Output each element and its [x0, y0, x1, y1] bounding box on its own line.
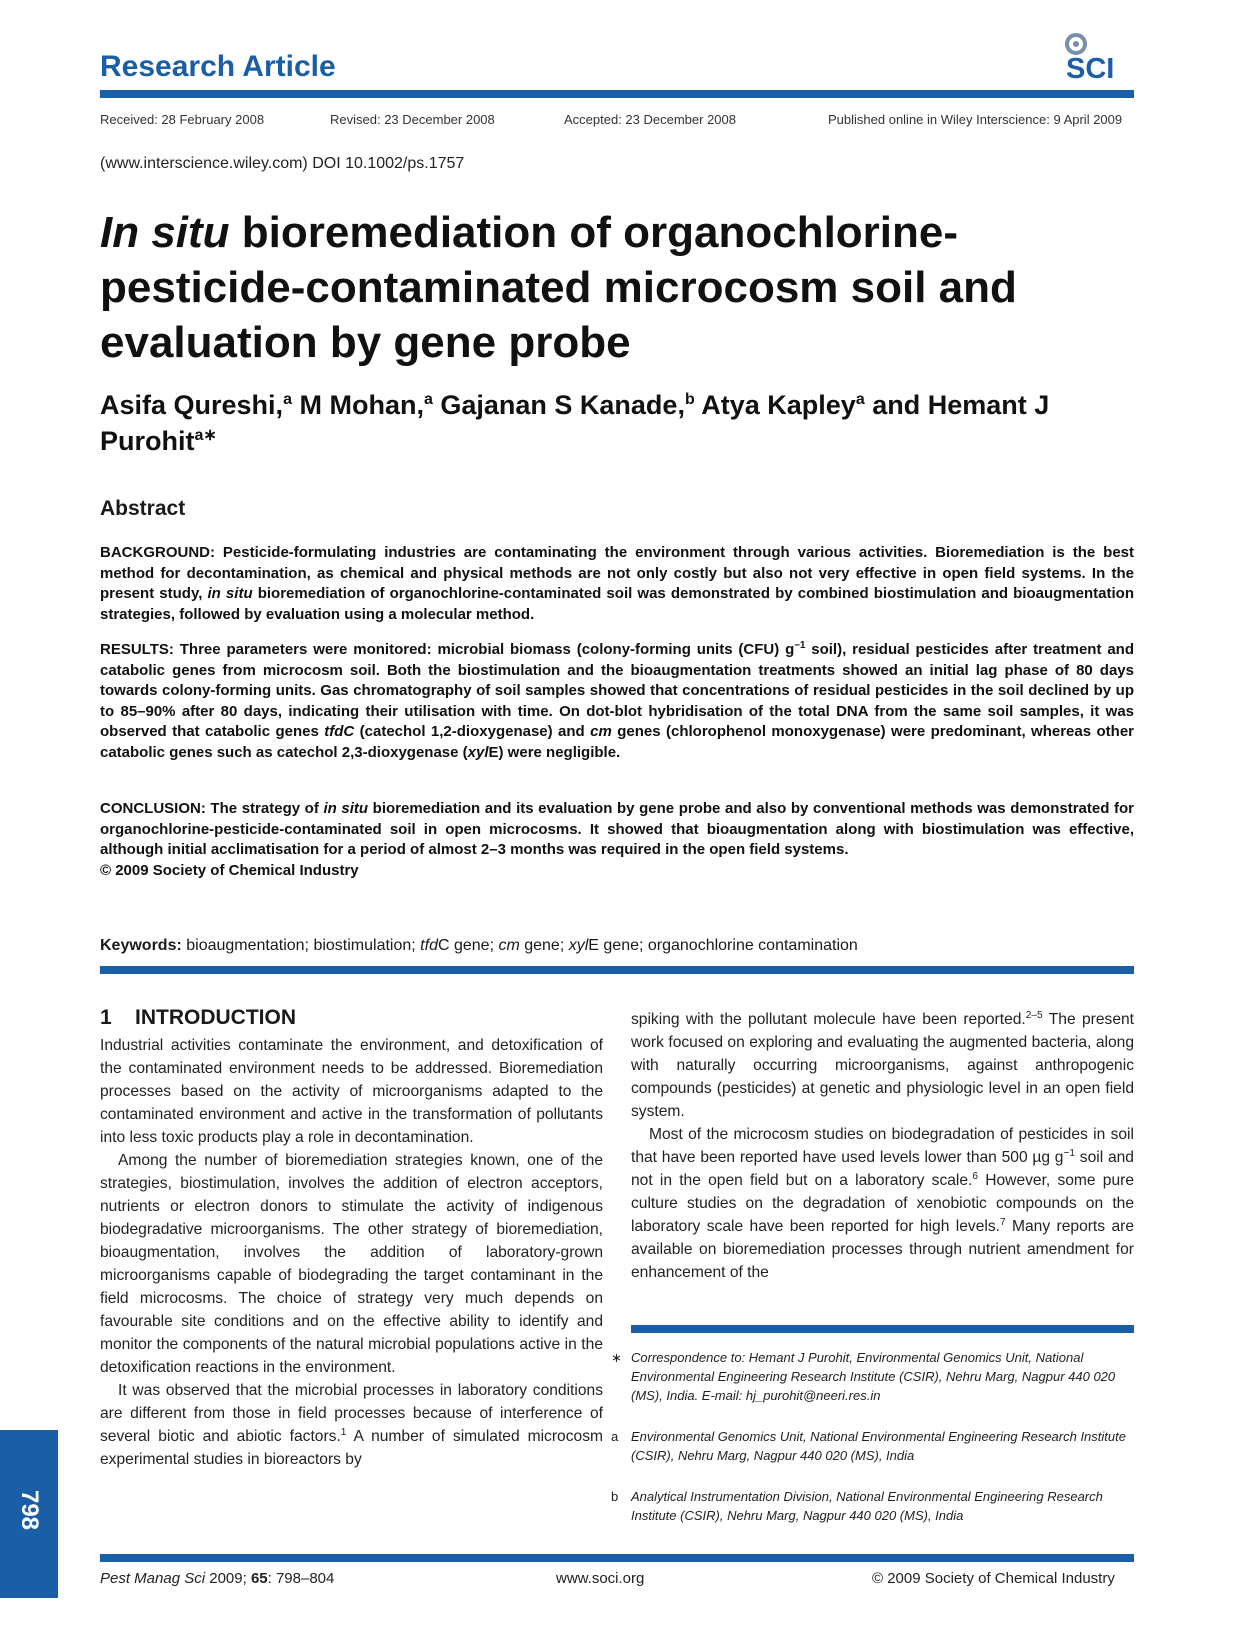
- author: Asifa Qureshi,: [100, 390, 284, 420]
- superscript: −1: [1063, 1147, 1076, 1159]
- paragraph: [631, 1008, 1134, 1123]
- citation: 7: [999, 1216, 1006, 1228]
- affiliation-b: [611, 1487, 1134, 1525]
- journal-year: 2009;: [205, 1570, 251, 1587]
- author-list: [100, 387, 1100, 459]
- footnote-text: Correspondence to: Hemant J Purohit, Environmental Genomics Unit, National Environmental Engineering Research Institute (CSIR), Nehru Marg, Nagpur 440 020 (MS), India. E-mail: hj_purohit@neeri.res.in: [631, 1350, 1116, 1403]
- title-rest: bioremediation of organochlorine-pesticide-contaminated microcosm soil and evaluation by gene probe: [100, 208, 1017, 367]
- paragraph-text: Many reports are available on bioremediation processes through nutrient amendment for enhancement of the: [631, 1218, 1134, 1281]
- paragraph: [631, 1123, 1134, 1284]
- body-column-right: [631, 1008, 1134, 1284]
- header-rule: [100, 90, 1134, 98]
- abstract-text: genes (chlorophenol monoxygenase) were predominant, whereas other catabolic genes such as catechol 2,3-dioxygenase (: [100, 723, 1134, 761]
- abstract-italic: tfdC: [324, 723, 355, 740]
- citation: 2–5: [1025, 1009, 1043, 1021]
- footnote-mark: b: [611, 1489, 619, 1504]
- author: M Mohan,: [291, 390, 424, 420]
- keywords-italic: xyl: [568, 937, 589, 954]
- abstract-text: RESULTS: Three parameters were monitored: microbial biomass (colony-forming units (CFU) g: [100, 641, 795, 658]
- footnote-text: Analytical Instrumentation Division, National Environmental Engineering Research Institute (CSIR), Nehru Marg, Nagpur 440 020 (MS), India: [631, 1489, 1103, 1523]
- footer-copyright: © 2009 Society of Chemical Industry: [872, 1570, 1115, 1587]
- abstract-background: [100, 543, 1134, 625]
- author: Atya Kapley: [694, 390, 856, 420]
- keywords-text: E gene; organochlorine contamination: [588, 937, 858, 954]
- abstract-conclusion: [100, 799, 1134, 881]
- title-italic: In situ: [100, 208, 230, 257]
- abstract-italic: xyl: [467, 743, 489, 761]
- journal-volume: 65: [250, 1570, 268, 1587]
- abstract-text: BACKGROUND: Pesticide-formulating industries are contaminating the environment through various activities. Bioremediation is the best method for decontamination, as chemical and physical methods are not only costly but also not very effective in open field systems. In the present study,: [100, 544, 1134, 602]
- paragraph-text: It was observed that the microbial processes in laboratory conditions are different from those in field processes because of interference of several biotic and abiotic factors.: [100, 1382, 603, 1445]
- abstract-italic: in situ: [323, 800, 369, 817]
- published-date: Published online in Wiley Interscience: 9 April 2009: [828, 112, 1123, 127]
- abstract-text: (catechol 1,2-dioxygenase) and: [354, 723, 591, 740]
- keywords-italic: tfd: [420, 937, 438, 954]
- abstract-rule: [100, 966, 1134, 974]
- doi: (www.interscience.wiley.com) DOI 10.1002/ps.1757: [100, 155, 465, 172]
- paragraph: Among the number of bioremediation strategies known, one of the strategies, biostimulation, involves the addition of electron acceptors, nutrients or electron donors to stimulate the activity of indigenous biodegradative microorganisms. The other strategy of bioremediation, bioaugmentation, involves the addition of laboratory-grown microorganisms capable of biodegrading the target contaminant in the field microcosms. The choice of strategy very much depends on favourable site conditions and on the effective ability to identify and monitor the components of the natural microbial populations active in the detoxification reactions in the environment.: [100, 1152, 603, 1376]
- correspondence-footnote: [611, 1348, 1134, 1405]
- keywords-text: bioaugmentation; biostimulation;: [181, 937, 421, 954]
- footnote-mark: a: [611, 1429, 619, 1444]
- abstract-text: CONCLUSION: The strategy of: [100, 800, 324, 817]
- body-column-left: [100, 1034, 603, 1471]
- abstract-italic: cm: [590, 723, 612, 740]
- footnote-mark: ∗: [611, 1350, 622, 1365]
- paragraph: [100, 1379, 603, 1471]
- abstract-sup: −1: [794, 640, 806, 651]
- paragraph-text: However, some pure culture studies on the degradation of xenobiotic compounds on the laboratory scale have been reported for high levels.: [631, 1172, 1135, 1235]
- abstract-copyright: © 2009 Society of Chemical Industry: [100, 861, 359, 879]
- article-title: [100, 205, 1140, 370]
- citation: 1: [340, 1426, 347, 1438]
- keywords-text: gene;: [519, 937, 569, 954]
- keywords-text: C gene;: [437, 937, 499, 954]
- abstract-results: [100, 640, 1134, 763]
- keywords-label: Keywords:: [100, 937, 182, 954]
- abstract-text: soil), residual pesticides after treatment and catabolic genes from microcosm soil. Both the biostimulation and the bioaugmentation treatments showed an initial lag phase of 80 days towards colony-forming units. Gas chromatography of soil samples showed that concentrations of residual pesticides in the soil declined by up to 85–90% after 80 days, indicating their utilisation with time. On dot-blot hybridisation of the total DNA from the same soil samples, it was observed that catabolic genes: [100, 641, 1134, 740]
- article-type: Research Article: [100, 50, 336, 83]
- website-link[interactable]: www.soci.org: [556, 1570, 645, 1587]
- paragraph-text: Most of the microcosm studies on biodegradation of pesticides in soil that have been reported have used levels lower than 500 µg g: [631, 1126, 1134, 1166]
- logo-text: SCI: [1066, 53, 1115, 82]
- abstract-italic: in situ: [207, 585, 253, 602]
- paragraph-text: A number of simulated microcosm experimental studies in bioreactors by: [100, 1428, 603, 1468]
- author: and Hemant J Purohit: [100, 390, 1050, 456]
- paragraph-text: The present work focused on exploring and evaluating the augmented bacteria, along with naturally occurring microorganisms, against anthropogenic compounds (pesticides) at genetic and physiologic level in an open field system.: [631, 1011, 1134, 1120]
- keywords-italic: cm: [498, 937, 520, 954]
- footnote-rule: [631, 1325, 1134, 1333]
- revised-date: Revised: 23 December 2008: [330, 112, 495, 127]
- paragraph: Industrial activities contaminate the environment, and detoxification of the contaminated environment needs to be addressed. Bioremediation processes based on the activity of microorganisms adapted to the contaminated environment and active in the transformation of pollutants into less toxic products play a role in decontamination.: [100, 1037, 603, 1146]
- abstract-heading: Abstract: [100, 497, 186, 520]
- author-affil: a: [283, 391, 292, 408]
- section-heading: 1 INTRODUCTION: [100, 1006, 297, 1029]
- page-number: 798: [16, 1489, 43, 1531]
- paragraph-text: spiking with the pollutant molecule have been reported.: [631, 1011, 1026, 1028]
- paragraph-text: soil and not in the open field but on a laboratory scale.: [631, 1149, 1134, 1189]
- affiliation-a: [611, 1427, 1134, 1465]
- journal-citation: [100, 1570, 334, 1587]
- sci-logo: [1054, 28, 1136, 82]
- author-affil: a∗: [194, 427, 217, 444]
- accepted-date: Accepted: 23 December 2008: [564, 112, 736, 127]
- journal-pages: : 798–804: [267, 1570, 335, 1587]
- abstract-text: E) were negligible.: [488, 743, 621, 761]
- abstract-text: bioremediation of organochlorine-contaminated soil was demonstrated by combined biostimulation and bioaugmentation strategies, followed by evaluation using a molecular method.: [100, 585, 1134, 623]
- journal-name: Pest Manag Sci: [100, 1570, 206, 1587]
- received-date: Received: 28 February 2008: [100, 112, 265, 127]
- footer-rule: [100, 1554, 1134, 1562]
- author-affil: a: [855, 391, 865, 408]
- citation: 6: [972, 1170, 979, 1182]
- keywords: [100, 937, 1134, 955]
- footnote-text: Environmental Genomics Unit, National Environmental Engineering Research Institute (CSIR), Nehru Marg, Nagpur 440 020 (MS), India: [631, 1429, 1126, 1463]
- abstract-text: bioremediation and its evaluation by gene probe and also by conventional methods was demonstrated for organochlorine-pesticide-contaminated soil in open microcosms. It showed that bioaugmentation along with biostimulation was effective, although initial acclimatisation for a period of almost 2–3 months was required in the open field systems.: [100, 800, 1134, 858]
- author-affil: b: [684, 391, 695, 408]
- author-affil: a: [423, 391, 433, 408]
- author: Gajanan S Kanade,: [432, 390, 685, 420]
